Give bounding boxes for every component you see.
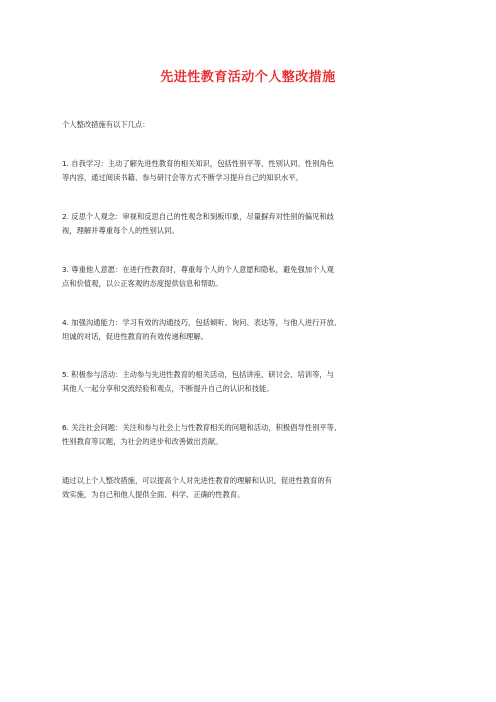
document-title: 先进性教育活动个人整改措施 [160, 70, 336, 85]
paragraph-line: 等内容，通过阅读书籍、参与研讨会等方式不断学习提升自己的知识水平。 [62, 173, 303, 182]
measure-paragraph-5 [62, 368, 434, 396]
conclusion-paragraph [62, 474, 434, 502]
paragraph-line: 视，理解并尊重每个人的性别认同。 [62, 226, 179, 235]
paragraph-line: 通过以上个人整改措施，可以提高个人对先进性教育的理解和认识，促进性教育的有 [62, 476, 332, 485]
paragraph-line: 坦诚的对话，促进性教育的有效传递和理解。 [62, 332, 208, 341]
paragraph-line: 2. 反思个人观念：审视和反思自己的性观念和刻板印象，尽量摒弃对性别的偏见和歧 [62, 212, 334, 221]
paragraph-line: 效实施，为自己和他人提供全面、科学、正确的性教育。 [62, 490, 245, 499]
paragraph-line: 其他人一起分享和交流经验和观点，不断提升自己的认识和技能。 [62, 384, 274, 393]
paragraph-line: 性别教育等议题，为社会的进步和改善做出贡献。 [62, 437, 223, 446]
measure-paragraph-3 [62, 263, 434, 291]
measure-paragraph-4 [62, 316, 434, 344]
paragraph-line: 1. 自我学习：主动了解先进性教育的相关知识，包括性别平等、性别认同、性别角色 [62, 159, 334, 168]
measure-paragraph-2 [62, 210, 434, 238]
paragraph-line: 5. 积极参与活动：主动参与先进性教育的相关活动，包括讲座、研讨会、培训等，与 [62, 370, 334, 379]
measure-paragraph-1 [62, 157, 434, 185]
measure-paragraph-6 [62, 421, 434, 449]
intro-text: 个人整改措施有以下几点： [62, 120, 150, 129]
paragraph-line: 3. 尊重他人意愿：在进行性教育时，尊重每个人的个人意愿和隐私，避免强加个人观 [62, 265, 334, 274]
paragraph-line: 4. 加强沟通能力：学习有效的沟通技巧，包括倾听、询问、表达等，与他人进行开放、 [62, 318, 342, 327]
paragraph-line: 点和价值观，以公正客观的态度提供信息和帮助。 [62, 279, 223, 288]
paragraph-line: 6. 关注社会问题：关注和参与社会上与性教育相关的问题和活动，积极倡导性别平等、 [62, 423, 342, 432]
